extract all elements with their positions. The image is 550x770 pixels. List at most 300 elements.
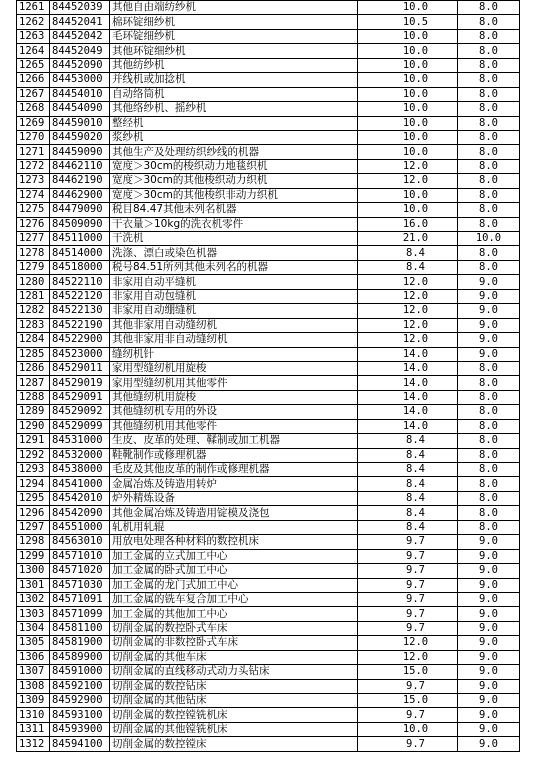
table-row [17,592,520,606]
rate-1: 14.0 [358,376,458,390]
commodity-code: 84542010 [50,491,110,505]
rate-2: 8.0 [458,58,520,72]
table-row [17,434,520,448]
row-number: 1265 [17,58,50,72]
rate-1: 12.0 [358,159,458,173]
rate-2: 8.0 [458,188,520,202]
commodity-name: 其他生产及处理纺织纱线的机器 [110,145,358,159]
rate-2: 8.0 [458,463,520,477]
commodity-code: 84531000 [50,434,110,448]
commodity-name: 其他缝纫机专用的外设 [110,405,358,419]
row-number: 1307 [17,665,50,679]
commodity-name: 宽度＞30cm的梭织动力地毯织机 [110,159,358,173]
commodity-code: 84593100 [50,708,110,722]
rate-2: 9.0 [458,549,520,563]
row-number: 1275 [17,203,50,217]
rate-1: 15.0 [358,694,458,708]
commodity-code: 84459020 [50,130,110,144]
rate-2: 9.0 [458,318,520,332]
row-number: 1302 [17,592,50,606]
rate-2: 9.0 [458,722,520,736]
table-row [17,333,520,347]
table-row [17,318,520,332]
commodity-name: 加工金属的卧式加工中心 [110,564,358,578]
commodity-code: 84581100 [50,621,110,635]
rate-2: 8.0 [458,203,520,217]
commodity-code: 84462190 [50,174,110,188]
row-number: 1301 [17,578,50,592]
commodity-code: 84452042 [50,29,110,43]
row-number: 1306 [17,650,50,664]
rate-1: 8.4 [358,260,458,274]
table-row [17,665,520,679]
row-number: 1261 [17,1,50,15]
rate-2: 8.0 [458,477,520,491]
rate-1: 15.0 [358,665,458,679]
row-number: 1300 [17,564,50,578]
rate-2: 8.0 [458,361,520,375]
rate-1: 9.7 [358,564,458,578]
row-number: 1292 [17,448,50,462]
row-number: 1290 [17,419,50,433]
commodity-code: 84529099 [50,419,110,433]
rate-2: 9.0 [458,607,520,621]
commodity-code: 84592900 [50,694,110,708]
table-row [17,549,520,563]
commodity-name: 切削金属的非数控卧式车床 [110,636,358,650]
rate-1: 12.0 [358,289,458,303]
row-number: 1268 [17,102,50,116]
row-number: 1270 [17,130,50,144]
rate-1: 8.4 [358,434,458,448]
row-number: 1264 [17,44,50,58]
row-number: 1274 [17,188,50,202]
commodity-name: 整经机 [110,116,358,130]
rate-1: 10.0 [358,203,458,217]
row-number: 1303 [17,607,50,621]
table-row [17,347,520,361]
row-number: 1309 [17,694,50,708]
row-number: 1298 [17,535,50,549]
rate-1: 14.0 [358,405,458,419]
commodity-name: 其他自由端纺纱机 [110,1,358,15]
row-number: 1293 [17,463,50,477]
row-number: 1289 [17,405,50,419]
tariff-table [16,0,520,752]
rate-1: 10.0 [358,145,458,159]
row-number: 1299 [17,549,50,563]
rate-1: 10.0 [358,73,458,87]
row-number: 1282 [17,304,50,318]
table-row [17,58,520,72]
rate-1: 10.0 [358,188,458,202]
commodity-name: 加工金属的其他加工中心 [110,607,358,621]
rate-2: 9.0 [458,636,520,650]
table-row [17,44,520,58]
rate-1: 12.0 [358,650,458,664]
rate-1: 21.0 [358,232,458,246]
rate-1: 9.7 [358,592,458,606]
row-number: 1284 [17,333,50,347]
commodity-name: 其他非家用非自动缝纫机 [110,333,358,347]
commodity-name: 切削金属的其他镗铣机床 [110,722,358,736]
commodity-code: 84523000 [50,347,110,361]
commodity-code: 84452049 [50,44,110,58]
table-row [17,289,520,303]
row-number: 1269 [17,116,50,130]
commodity-name: 自动络筒机 [110,87,358,101]
commodity-name: 用放电处理各种材料的数控机床 [110,535,358,549]
row-number: 1281 [17,289,50,303]
rate-2: 8.0 [458,376,520,390]
rate-2: 8.0 [458,44,520,58]
commodity-code: 84462110 [50,159,110,173]
row-number: 1312 [17,737,50,751]
rate-1: 9.7 [358,679,458,693]
table-row [17,73,520,87]
commodity-code: 84538000 [50,463,110,477]
commodity-name: 鞋靴制作或修理机器 [110,448,358,462]
commodity-code: 84459090 [50,145,110,159]
table-row [17,722,520,736]
rate-1: 14.0 [358,361,458,375]
commodity-code: 84532000 [50,448,110,462]
rate-1: 8.4 [358,448,458,462]
rate-1: 8.4 [358,491,458,505]
rate-2: 9.0 [458,347,520,361]
commodity-name: 毛皮及其他皮革的制作或修理机器 [110,463,358,477]
rate-1: 10.0 [358,44,458,58]
row-number: 1288 [17,390,50,404]
row-number: 1294 [17,477,50,491]
rate-2: 9.0 [458,679,520,693]
table-row [17,491,520,505]
commodity-code: 84462900 [50,188,110,202]
rate-2: 8.0 [458,260,520,274]
commodity-code: 84522130 [50,304,110,318]
row-number: 1273 [17,174,50,188]
commodity-code: 84454010 [50,87,110,101]
row-number: 1291 [17,434,50,448]
commodity-name: 切削金属的其他车床 [110,650,358,664]
commodity-name: 加工金属的立式加工中心 [110,549,358,563]
commodity-code: 84529019 [50,376,110,390]
rate-2: 8.0 [458,405,520,419]
commodity-code: 84542090 [50,506,110,520]
table-row [17,275,520,289]
row-number: 1279 [17,260,50,274]
row-number: 1310 [17,708,50,722]
rate-1: 8.4 [358,506,458,520]
commodity-code: 84452039 [50,1,110,15]
row-number: 1272 [17,159,50,173]
table-row [17,607,520,621]
rate-1: 10.0 [358,722,458,736]
commodity-name: 切削金属的直线移动式动力头钻床 [110,665,358,679]
commodity-name: 炉外精炼设备 [110,491,358,505]
commodity-name: 其他络纱机、摇纱机 [110,102,358,116]
rate-2: 9.0 [458,289,520,303]
commodity-code: 84514000 [50,246,110,260]
rate-2: 9.0 [458,650,520,664]
rate-1: 16.0 [358,217,458,231]
row-number: 1308 [17,679,50,693]
commodity-name: 家用型缝纫机用旋梭 [110,361,358,375]
table-row [17,419,520,433]
commodity-code: 84529091 [50,390,110,404]
commodity-name: 其他环锭细纱机 [110,44,358,58]
commodity-name: 干洗机 [110,232,358,246]
row-number: 1283 [17,318,50,332]
row-number: 1286 [17,361,50,375]
rate-2: 8.0 [458,29,520,43]
commodity-name: 轧机用轧辊 [110,520,358,534]
table-row [17,174,520,188]
rate-2: 9.0 [458,694,520,708]
commodity-code: 84509090 [50,217,110,231]
rate-2: 9.0 [458,621,520,635]
rate-1: 10.0 [358,1,458,15]
rate-2: 8.0 [458,15,520,29]
table-row [17,376,520,390]
table-row [17,260,520,274]
commodity-name: 非家用自动平缝机 [110,275,358,289]
table-row [17,1,520,15]
rate-2: 9.0 [458,564,520,578]
table-row [17,650,520,664]
tariff-table-body [17,1,520,752]
table-row [17,159,520,173]
commodity-name: 宽度＞30cm的其他梭织非动力织机 [110,188,358,202]
row-number: 1277 [17,232,50,246]
table-row [17,217,520,231]
row-number: 1263 [17,29,50,43]
commodity-name: 加工金属的铣车复合加工中心 [110,592,358,606]
table-row [17,448,520,462]
commodity-name: 切削金属的数控卧式车床 [110,621,358,635]
row-number: 1271 [17,145,50,159]
rate-2: 8.0 [458,520,520,534]
rate-2: 8.0 [458,130,520,144]
table-row [17,535,520,549]
rate-1: 9.7 [358,549,458,563]
rate-1: 10.0 [358,130,458,144]
commodity-name: 其他纺纱机 [110,58,358,72]
table-row [17,29,520,43]
row-number: 1297 [17,520,50,534]
commodity-name: 非家用自动包缝机 [110,289,358,303]
table-row [17,621,520,635]
rate-1: 8.4 [358,477,458,491]
commodity-code: 84518000 [50,260,110,274]
rate-1: 10.0 [358,58,458,72]
rate-2: 8.0 [458,145,520,159]
table-row [17,564,520,578]
commodity-name: 生皮、皮革的处理、鞣制或加工机器 [110,434,358,448]
table-row [17,463,520,477]
table-row [17,246,520,260]
rate-2: 9.0 [458,578,520,592]
table-row [17,102,520,116]
table-row [17,636,520,650]
table-row [17,130,520,144]
commodity-name: 税目84.47其他未列名机器 [110,203,358,217]
row-number: 1295 [17,491,50,505]
commodity-code: 84459010 [50,116,110,130]
commodity-name: 非家用自动绷缝机 [110,304,358,318]
rate-1: 9.7 [358,621,458,635]
row-number: 1276 [17,217,50,231]
rate-2: 8.0 [458,217,520,231]
commodity-code: 84522120 [50,289,110,303]
rate-2: 9.0 [458,535,520,549]
rate-2: 9.0 [458,708,520,722]
commodity-name: 金属冶炼及铸造用转炉 [110,477,358,491]
table-row [17,578,520,592]
table-row [17,708,520,722]
commodity-code: 84551000 [50,520,110,534]
table-row [17,506,520,520]
commodity-code: 84452090 [50,58,110,72]
commodity-code: 84589900 [50,650,110,664]
commodity-name: 其他缝纫机用旋梭 [110,390,358,404]
rate-1: 8.4 [358,520,458,534]
table-row [17,232,520,246]
rate-1: 10.0 [358,102,458,116]
commodity-code: 84594100 [50,737,110,751]
commodity-code: 84522110 [50,275,110,289]
rate-2: 8.0 [458,448,520,462]
table-row [17,390,520,404]
commodity-name: 税号84.51所列其他未列名的机器 [110,260,358,274]
table-row [17,188,520,202]
rate-2: 9.0 [458,737,520,751]
table-row [17,304,520,318]
commodity-name: 切削金属的其他钻床 [110,694,358,708]
commodity-code: 84593900 [50,722,110,736]
commodity-name: 浆纱机 [110,130,358,144]
commodity-name: 洗涤、漂白或染色机器 [110,246,358,260]
rate-2: 9.0 [458,304,520,318]
table-row [17,520,520,534]
rate-1: 9.7 [358,607,458,621]
table-row [17,361,520,375]
commodity-code: 84563010 [50,535,110,549]
rate-2: 8.0 [458,1,520,15]
commodity-name: 切削金属的数控镗铣机床 [110,708,358,722]
table-row [17,737,520,751]
commodity-code: 84522900 [50,333,110,347]
commodity-name: 切削金属的数控钻床 [110,679,358,693]
row-number: 1296 [17,506,50,520]
rate-1: 8.4 [358,246,458,260]
table-row [17,203,520,217]
rate-2: 8.0 [458,159,520,173]
table-row [17,679,520,693]
rate-2: 8.0 [458,491,520,505]
rate-1: 12.0 [358,333,458,347]
table-row [17,405,520,419]
row-number: 1304 [17,621,50,635]
commodity-code: 84452041 [50,15,110,29]
commodity-code: 84522190 [50,318,110,332]
rate-1: 9.7 [358,708,458,722]
commodity-code: 84529011 [50,361,110,375]
commodity-name: 切削金属的数控镗床 [110,737,358,751]
rate-1: 12.0 [358,304,458,318]
commodity-name: 其他缝纫机用其他零件 [110,419,358,433]
rate-2: 8.0 [458,87,520,101]
rate-2: 10.0 [458,232,520,246]
rate-2: 8.0 [458,116,520,130]
row-number: 1278 [17,246,50,260]
commodity-code: 84571020 [50,564,110,578]
table-row [17,116,520,130]
rate-1: 14.0 [358,347,458,361]
commodity-code: 84571030 [50,578,110,592]
rate-2: 9.0 [458,665,520,679]
rate-1: 14.0 [358,419,458,433]
commodity-name: 缝纫机针 [110,347,358,361]
commodity-code: 84454090 [50,102,110,116]
rate-2: 9.0 [458,592,520,606]
rate-2: 8.0 [458,434,520,448]
rate-2: 8.0 [458,102,520,116]
rate-1: 10.0 [358,116,458,130]
rate-2: 8.0 [458,506,520,520]
rate-1: 12.0 [358,636,458,650]
commodity-name: 家用型缝纫机用其他零件 [110,376,358,390]
rate-2: 8.0 [458,73,520,87]
table-row [17,477,520,491]
row-number: 1311 [17,722,50,736]
commodity-name: 棉环锭细纱机 [110,15,358,29]
rate-2: 9.0 [458,333,520,347]
commodity-name: 宽度＞30cm的其他梭织动力织机 [110,174,358,188]
rate-1: 12.0 [358,275,458,289]
rate-1: 9.7 [358,578,458,592]
rate-2: 8.0 [458,174,520,188]
commodity-name: 加工金属的龙门式加工中心 [110,578,358,592]
table-row [17,15,520,29]
commodity-name: 并线机或加捻机 [110,73,358,87]
rate-1: 9.7 [358,535,458,549]
commodity-code: 84571091 [50,592,110,606]
table-row [17,87,520,101]
row-number: 1262 [17,15,50,29]
rate-1: 9.7 [358,737,458,751]
rate-1: 12.0 [358,318,458,332]
rate-1: 10.0 [358,29,458,43]
row-number: 1280 [17,275,50,289]
commodity-name: 其他金属冶炼及铸造用锭模及浇包 [110,506,358,520]
row-number: 1267 [17,87,50,101]
commodity-code: 84541000 [50,477,110,491]
commodity-name: 干衣量＞10kg的洗衣机零件 [110,217,358,231]
rate-1: 10.0 [358,87,458,101]
commodity-name: 毛环锭细纱机 [110,29,358,43]
rate-2: 8.0 [458,390,520,404]
commodity-code: 84571099 [50,607,110,621]
commodity-code: 84571010 [50,549,110,563]
commodity-name: 其他非家用自动缝纫机 [110,318,358,332]
rate-2: 8.0 [458,246,520,260]
row-number: 1266 [17,73,50,87]
rate-2: 9.0 [458,275,520,289]
rate-2: 8.0 [458,419,520,433]
rate-1: 10.5 [358,15,458,29]
commodity-code: 84591000 [50,665,110,679]
